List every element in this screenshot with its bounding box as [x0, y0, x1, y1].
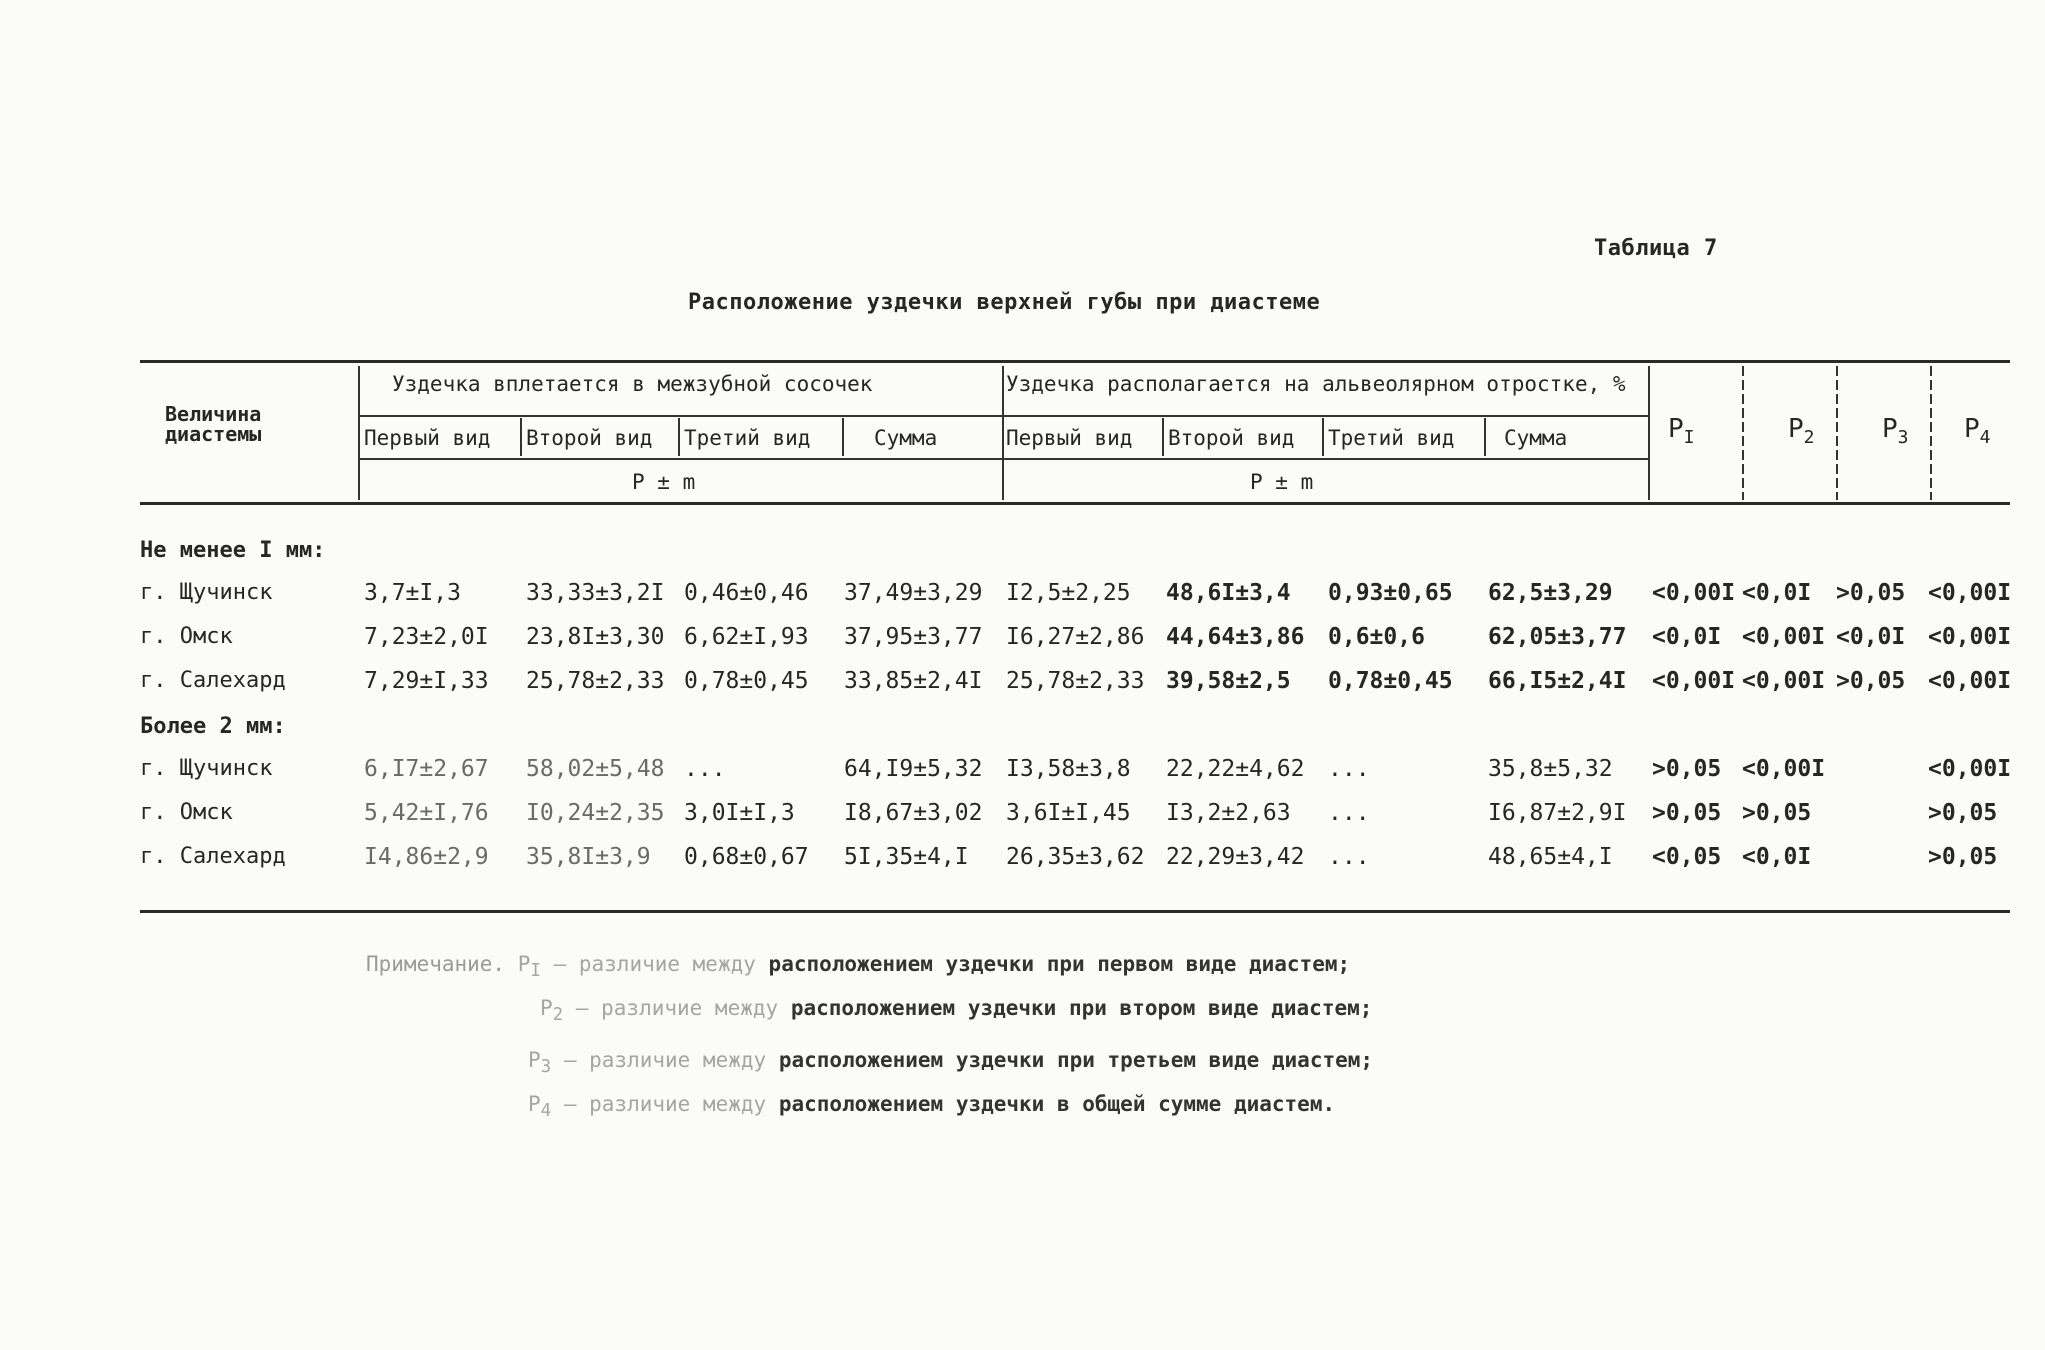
table-cell: 22,22±4,62: [1166, 756, 1305, 782]
header-bottom-rule: [140, 502, 2010, 505]
subheader-divider: [678, 418, 680, 456]
table-cell: 7,23±2,0I: [364, 624, 489, 650]
table-cell: 0,6±0,6: [1328, 624, 1425, 650]
table-cell: 33,33±3,2I: [526, 580, 665, 606]
subcol-header: Второй вид: [1168, 426, 1295, 450]
table-cell: I8,67±3,02: [844, 800, 983, 826]
p1-header: $P_I$: [1668, 414, 1695, 449]
p-value-cell: <0,00I: [1742, 624, 1826, 650]
table-cell: 37,95±3,77: [844, 624, 983, 650]
note-line: Примечание. $P_I$ – различие между расположением уздечки при первом виде диастем;: [366, 952, 1351, 982]
group-header-interwoven: Уздечка вплетается в межзубной сосочек: [392, 372, 873, 396]
table-number: Таблица 7: [1594, 236, 1718, 261]
table-cell: 44,64±3,86: [1166, 624, 1305, 650]
table-cell: 0,93±0,65: [1328, 580, 1453, 606]
table-cell: 3,0I±I,3: [684, 800, 795, 826]
subcol-header: Сумма: [874, 426, 938, 450]
header-subrule: [360, 415, 1650, 417]
subheader-divider: [1322, 418, 1324, 456]
subcol-header: Первый вид: [1006, 426, 1133, 450]
section-label: Не менее I мм:: [140, 538, 326, 563]
table-cell: 48,65±4,I: [1488, 844, 1613, 870]
table-cell: 5,42±I,76: [364, 800, 489, 826]
p3-header: $P_3$: [1882, 414, 1909, 449]
note-line: $P_4$ – различие между расположением уздечки в общей сумме диастем.: [528, 1092, 1336, 1122]
p-value-cell: <0,00I: [1742, 756, 1826, 782]
row-city-label: г. Салехард: [140, 668, 286, 693]
table-cell: ...: [1328, 800, 1370, 826]
p-value-cell: >0,05: [1742, 800, 1812, 826]
note-label: Примечание.: [366, 952, 506, 976]
row-label-header: Величина диастемы: [165, 402, 262, 446]
table-cell: 0,68±0,67: [684, 844, 809, 870]
table-cell: 0,78±0,45: [1328, 668, 1453, 694]
header-subrule-2: [360, 458, 1650, 460]
table-cell: 0,78±0,45: [684, 668, 809, 694]
subheader-divider: [1484, 418, 1486, 456]
p-value-cell: >0,05: [1836, 668, 1906, 694]
header-divider: [1002, 366, 1004, 500]
table-cell: 22,29±3,42: [1166, 844, 1305, 870]
table-cell: 33,85±2,4I: [844, 668, 983, 694]
table-cell: 6,I7±2,67: [364, 756, 489, 782]
table-cell: ...: [1328, 844, 1370, 870]
subcol-header: Сумма: [1504, 426, 1568, 450]
p-value-cell: >0,05: [1928, 800, 1998, 826]
subheader-divider: [1162, 418, 1164, 456]
header-divider: [1930, 366, 1932, 500]
subheader-divider: [520, 418, 522, 456]
table-cell: I0,24±2,35: [526, 800, 665, 826]
table-cell: 62,05±3,77: [1488, 624, 1627, 650]
table-cell: 64,I9±5,32: [844, 756, 983, 782]
header-divider: [358, 366, 360, 500]
table-cell: ...: [1328, 756, 1370, 782]
p-value-cell: >0,05: [1836, 580, 1906, 606]
subcol-header: Третий вид: [684, 426, 811, 450]
p-value-cell: <0,0I: [1742, 580, 1812, 606]
p-value-cell: <0,00I: [1742, 668, 1826, 694]
table-cell: 35,8±5,32: [1488, 756, 1613, 782]
table-cell: I4,86±2,9: [364, 844, 489, 870]
header-divider: [1836, 366, 1838, 500]
table-cell: I3,2±2,63: [1166, 800, 1291, 826]
row-city-label: г. Омск: [140, 800, 233, 825]
table-cell: 35,8I±3,9: [526, 844, 651, 870]
table-cell: 62,5±3,29: [1488, 580, 1613, 606]
table-cell: 6,62±I,93: [684, 624, 809, 650]
table-cell: 3,6I±I,45: [1006, 800, 1131, 826]
p4-header: $P_4$: [1964, 414, 1991, 449]
p-value-cell: <0,05: [1652, 844, 1722, 870]
pm-header: P ± m: [632, 470, 696, 494]
p-value-cell: <0,00I: [1652, 580, 1736, 606]
subcol-header: Первый вид: [364, 426, 491, 450]
p-value-cell: <0,0I: [1652, 624, 1722, 650]
row-city-label: г. Салехард: [140, 844, 286, 869]
row-city-label: г. Щучинск: [140, 756, 273, 781]
row-city-label: г. Омск: [140, 624, 233, 649]
table-title: Расположение уздечки верхней губы при диастеме: [688, 290, 1321, 315]
p-value-cell: <0,0I: [1742, 844, 1812, 870]
table-cell: 26,35±3,62: [1006, 844, 1145, 870]
table-cell: 3,7±I,3: [364, 580, 461, 606]
subcol-header: Третий вид: [1328, 426, 1455, 450]
table-cell: 25,78±2,33: [1006, 668, 1145, 694]
table-cell: 0,46±0,46: [684, 580, 809, 606]
p-value-cell: <0,00I: [1928, 668, 2012, 694]
pm-header: P ± m: [1250, 470, 1314, 494]
table-cell: 37,49±3,29: [844, 580, 983, 606]
table-top-rule: [140, 360, 2010, 363]
table-cell: I6,27±2,86: [1006, 624, 1145, 650]
p2-header: $P_2$: [1788, 414, 1815, 449]
p-value-cell: >0,05: [1652, 800, 1722, 826]
table-cell: 5I,35±4,I: [844, 844, 969, 870]
table-cell: 25,78±2,33: [526, 668, 665, 694]
p-value-cell: <0,0I: [1836, 624, 1906, 650]
p-value-cell: <0,00I: [1928, 624, 2012, 650]
p-value-cell: >0,05: [1928, 844, 1998, 870]
subheader-divider: [842, 418, 844, 456]
table-cell: ...: [684, 756, 726, 782]
section-label: Более 2 мм:: [140, 714, 286, 739]
subcol-header: Второй вид: [526, 426, 653, 450]
group-header-alveolar: Уздечка располагается на альвеолярном отростке, %: [1006, 372, 1626, 396]
table-cell: 39,58±2,5: [1166, 668, 1291, 694]
p-value-cell: <0,00I: [1928, 756, 2012, 782]
p-value-cell: <0,00I: [1928, 580, 2012, 606]
table-cell: I3,58±3,8: [1006, 756, 1131, 782]
table-cell: 66,I5±2,4I: [1488, 668, 1627, 694]
header-divider: [1742, 366, 1744, 500]
table-cell: 58,02±5,48: [526, 756, 665, 782]
p-value-cell: >0,05: [1652, 756, 1722, 782]
table-bottom-rule: [140, 910, 2010, 913]
table-cell: 7,29±I,33: [364, 668, 489, 694]
table-cell: I6,87±2,9I: [1488, 800, 1627, 826]
table-cell: I2,5±2,25: [1006, 580, 1131, 606]
table-cell: 23,8I±3,30: [526, 624, 665, 650]
row-city-label: г. Щучинск: [140, 580, 273, 605]
note-line: $P_3$ – различие между расположением уздечки при третьем виде диастем;: [528, 1048, 1374, 1078]
p-value-cell: <0,00I: [1652, 668, 1736, 694]
note-line: $P_2$ – различие между расположением уздечки при втором виде диастем;: [540, 996, 1373, 1026]
table-cell: 48,6I±3,4: [1166, 580, 1291, 606]
header-divider: [1648, 366, 1650, 500]
